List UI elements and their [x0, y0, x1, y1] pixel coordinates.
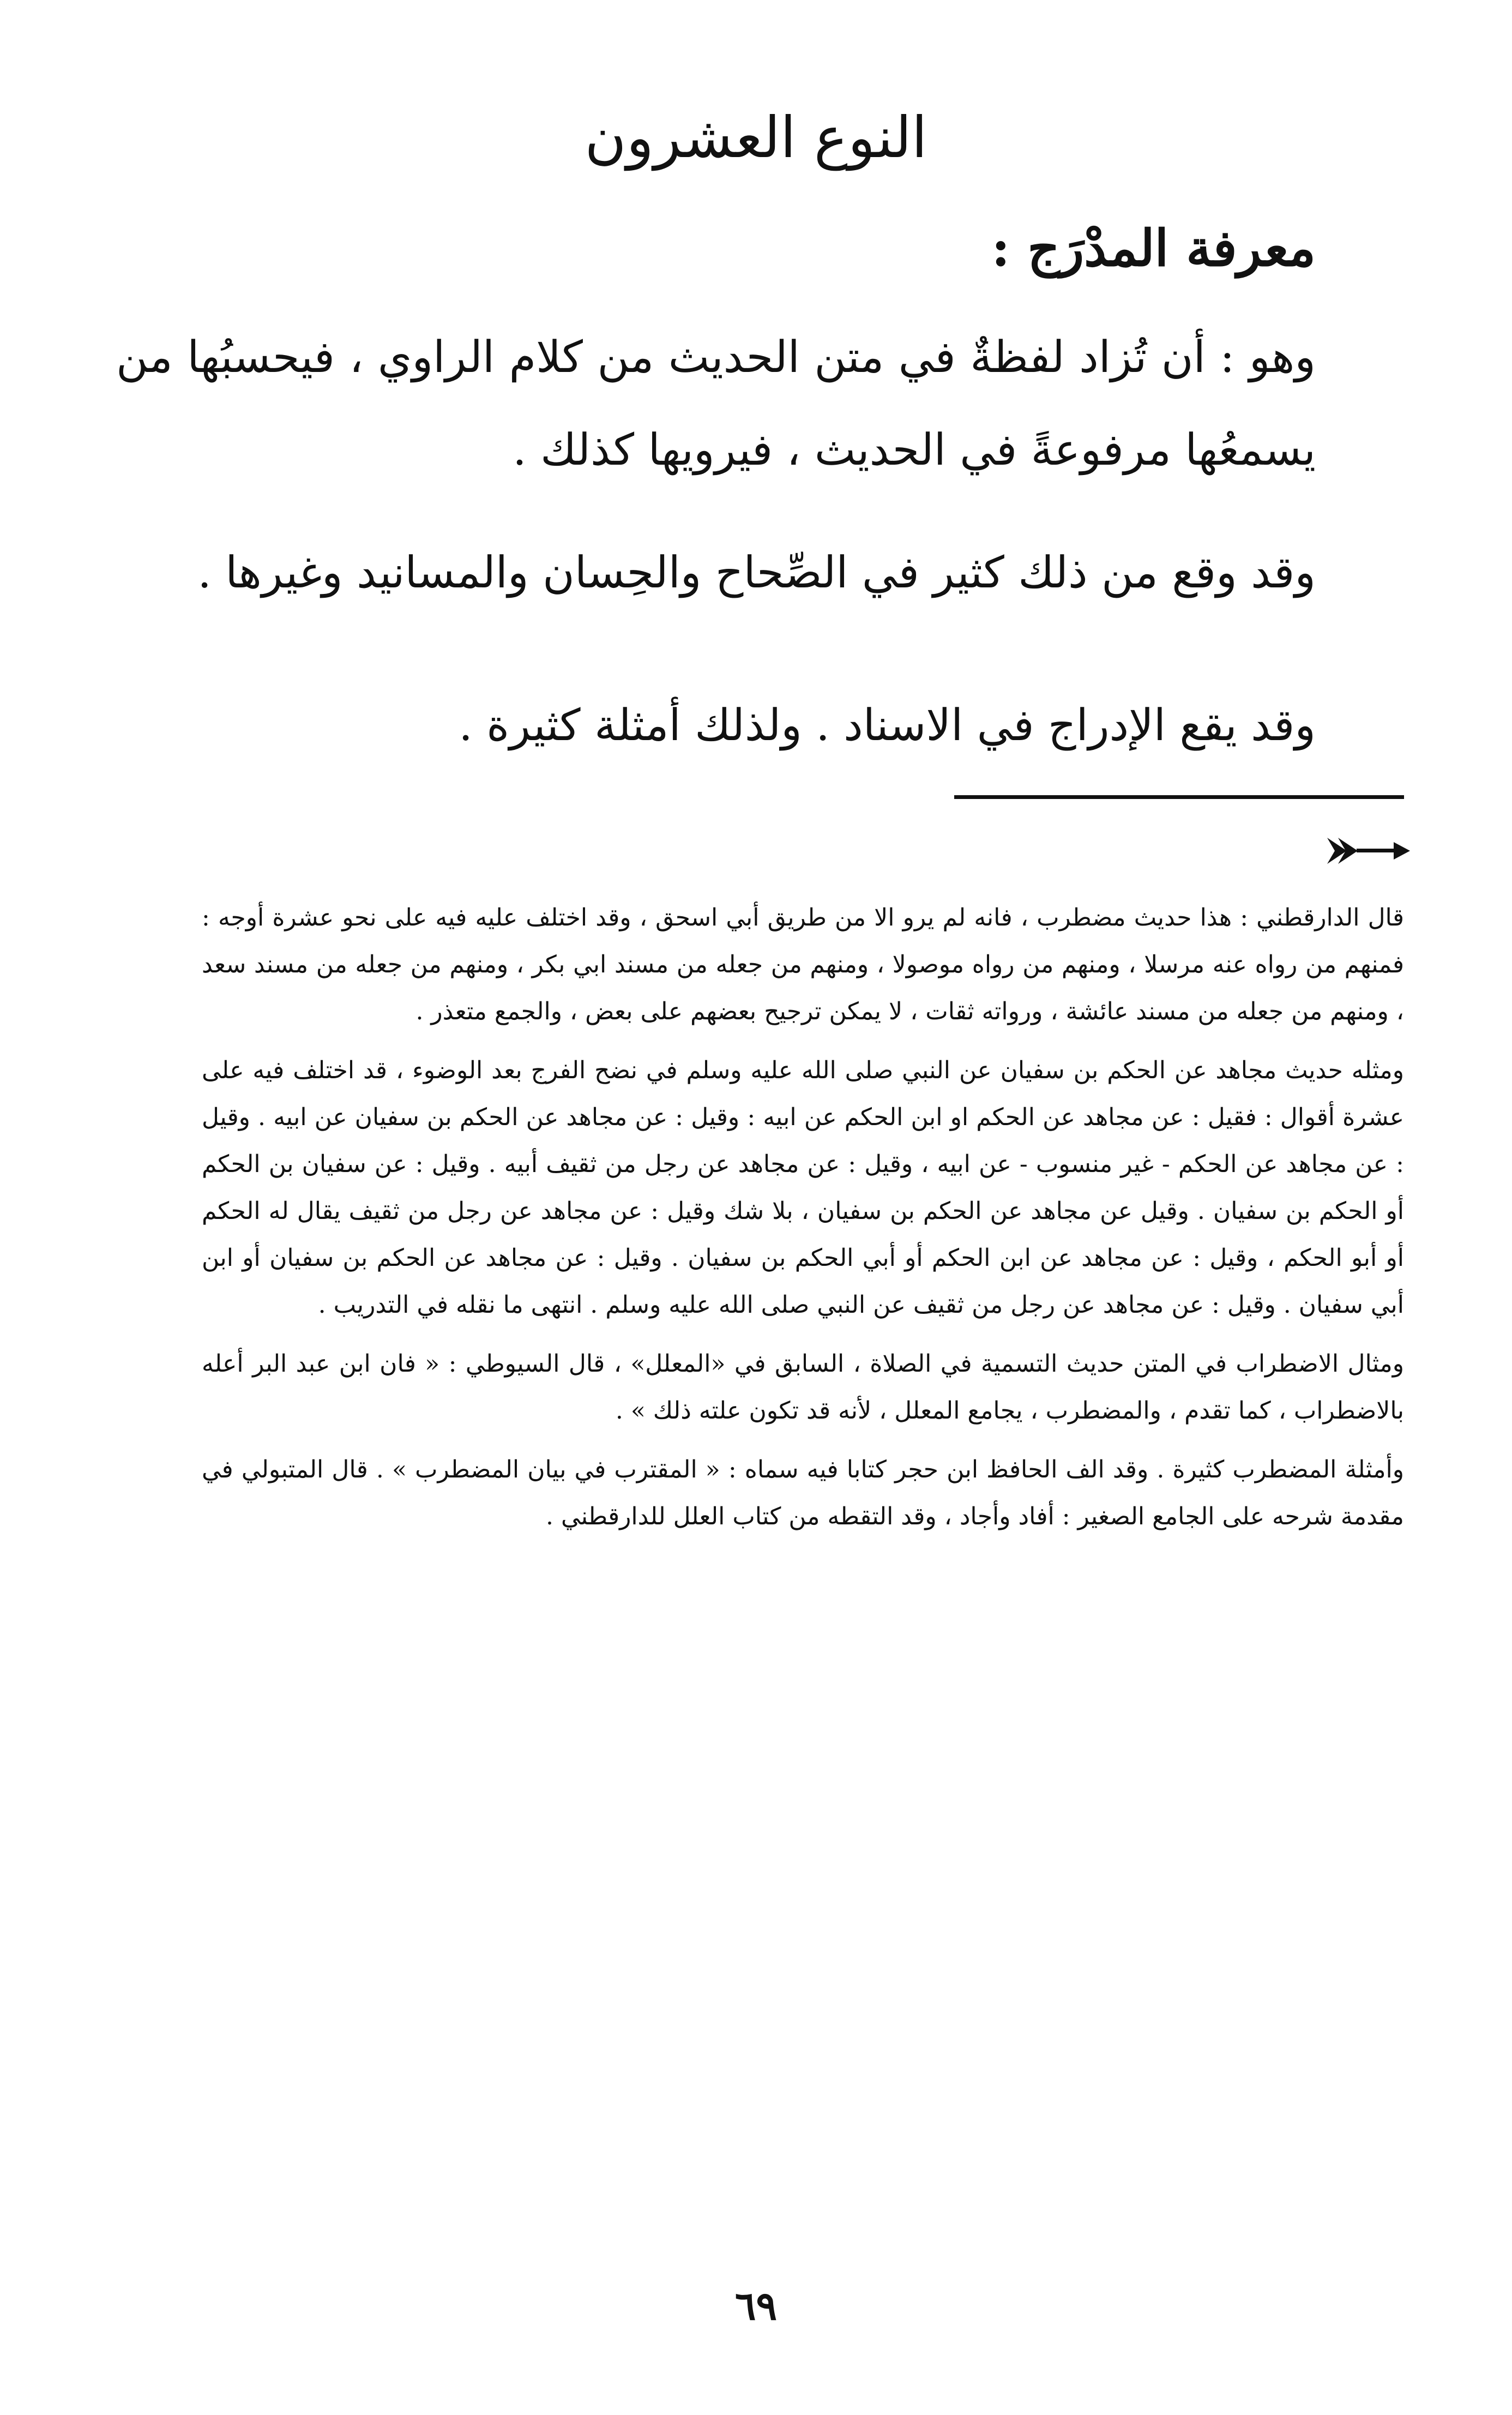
footnote-paragraph: قال الدارقطني : هذا حديث مضطرب ، فانه لم يرو الا من طريق أبي اسحق ، وقد اختلف عليه فيه على نحو عشرة أوجه : فمنهم من رواه عنه مرسلا ، ومنهم من رواه موصولا ، ومنهم من جعله من مسند ابي بكر ، ومنهم من جعله من مسند سعد ، ومنهم من جعله من مسند عائشة ، ورواته ثقات ، لا يمكن ترجيح بعضهم على بعض ، والجمع متعذر . [202, 904, 1404, 1025]
footnote-paragraph: ومثال الاضطراب في المتن حديث التسمية في الصلاة ، السابق في «المعلل» ، قال السيوطي : « فان ابن عبد البر أعله بالاضطراب ، كما تقدم ، والمضطرب ، يجامع المعلل ، لأنه قد تكون علته ذلك » . [202, 1350, 1404, 1425]
section-heading: معرفة المدْرَج : [991, 219, 1316, 278]
main-paragraph-isnad: وقد يقع الإدراج في الاسناد . ولذلك أمثلة كثيرة . [459, 700, 1316, 750]
arrow-ornament-icon [1325, 829, 1412, 873]
chapter-title: النوع العشرون [585, 104, 927, 171]
footnotes [202, 894, 1404, 1540]
footnote-divider [954, 795, 1404, 799]
footnote-paragraph: وأمثلة المضطرب كثيرة . وقد الف الحافظ ابن حجر كتابا فيه سماه : « المقترب في بيان المضطرب » . قال المتبولي في مقدمة شرحه على الجامع الصغير : أفاد وأجاد ، وقد التقطه من كتاب العلل للدارقطني . [202, 1456, 1405, 1530]
page-number: ٦٩ [734, 2282, 778, 2329]
main-paragraph-occurrence: وقد وقع من ذلك كثير في الصِّحاح والحِسان والمسانيد وغيرها . [197, 547, 1316, 598]
footnote-paragraph: ومثله حديث مجاهد عن الحكم بن سفيان عن النبي صلى الله عليه وسلم في نضح الفرج بعد الوضوء ، قد اختلف فيه على عشرة أقوال : فقيل : عن مجاهد عن الحكم او ابن الحكم عن ابيه : وقيل : عن مجاهد عن الحكم بن سفيان عن ابيه . وقيل : عن مجاهد عن الحكم - غير منسوب - عن ابيه ، وقيل : عن مجاهد عن رجل من ثقيف أبيه . وقيل : عن سفيان بن الحكم أو الحكم بن سفيان . وقيل عن مجاهد عن الحكم بن سفيان ، بلا شك وقيل : عن مجاهد عن رجل من ثقيف يقال له الحكم أو أبو الحكم ، وقيل : عن مجاهد عن ابن الحكم أو أبي الحكم بن سفيان . وقيل : عن مجاهد عن الحكم بن سفيان أو ابن أبي سفيان . وقيل : عن مجاهد عن رجل من ثقيف عن النبي صلى الله عليه وسلم . انتهى ما نقله في التدريب . [202, 1056, 1404, 1319]
main-text [116, 311, 1316, 772]
main-paragraph-definition: وهو : أن تُزاد لفظةٌ في متن الحديث من كلام الراوي ، فيحسبُها من يسمعُها مرفوعةً في الحديث ، فيرويها كذلك . [116, 332, 1316, 475]
